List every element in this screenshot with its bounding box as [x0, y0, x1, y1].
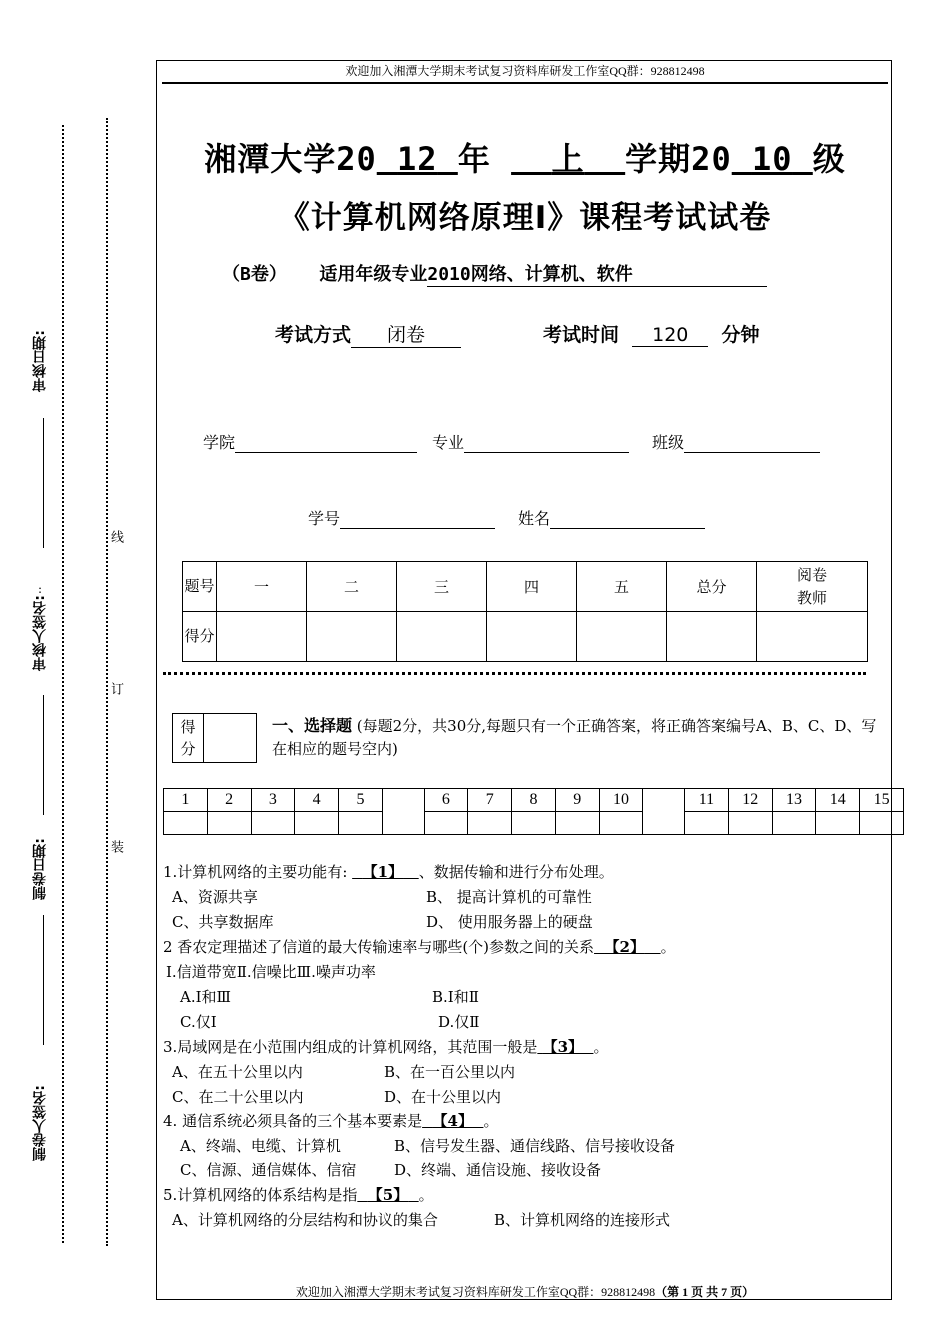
section1-score-label: 得分 [173, 714, 204, 763]
reviewer-sign-colon: : [38, 582, 43, 596]
q3-option-c: C、在二十公里以内 [172, 1088, 304, 1106]
answer-cell[interactable] [207, 812, 251, 835]
footer-text: 欢迎加入湘潭大学期末考试复习资料库研发工作室QQ群：928812498 [295, 1285, 656, 1299]
answer-gap [382, 789, 424, 835]
question-3: 3.局域网是在小范围内组成的计算机网络，其范围一般是 【3】 。 [163, 1038, 609, 1056]
class-field[interactable]: 班级 [652, 430, 820, 453]
applies-value: 2010网络、计算机、软件 [427, 260, 767, 287]
score-cell[interactable] [487, 612, 577, 662]
score-table-score-row [183, 612, 868, 662]
answer-num: 11 [685, 789, 729, 812]
answer-cell[interactable] [599, 812, 643, 835]
binding-mark-line: 线 [108, 530, 123, 543]
answer-cell[interactable] [164, 812, 208, 835]
answer-cell[interactable] [555, 812, 599, 835]
answer-cell[interactable] [816, 812, 860, 835]
answer-num: 15 [860, 789, 904, 812]
exam-mode: 考试方式 闭卷 [275, 320, 461, 348]
binding-mark-zhuang: 装 [108, 840, 123, 853]
name-field[interactable]: 姓名 [518, 506, 705, 529]
score-table-r1: 得分 [183, 612, 217, 662]
question-5: 5.计算机网络的体系结构是指 【5】 。 [163, 1186, 434, 1204]
binding-dotted-line-outer [62, 125, 64, 1243]
answer-grid-blanks [164, 812, 904, 835]
answer-num: 4 [295, 789, 339, 812]
question-2: 2 香农定理描述了信道的最大传输速率与哪些(个)参数之间的关系 【2】 。 [163, 938, 676, 956]
answer-num: 7 [468, 789, 512, 812]
score-table [182, 561, 868, 662]
answer-num: 14 [816, 789, 860, 812]
answer-num: 5 [339, 789, 383, 812]
score-cell[interactable] [397, 612, 487, 662]
q5-option-b: B、计算机网络的连接形式 [494, 1211, 671, 1229]
q3-option-d: D、在十公里以内 [384, 1088, 502, 1106]
score-col-5: 五 [577, 562, 667, 612]
q1-option-b: B、 提高计算机的可靠性 [426, 888, 592, 906]
section-separator [163, 672, 866, 675]
answer-cell[interactable] [512, 812, 556, 835]
q3-option-b: B、在一百公里以内 [384, 1063, 516, 1081]
answer-cell[interactable] [860, 812, 904, 835]
q1-option-a: A、资源共享 [172, 888, 258, 906]
score-col-3: 三 [397, 562, 487, 612]
score-cell[interactable] [217, 612, 307, 662]
score-table-h0: 题号 [183, 562, 217, 612]
reviewer-sign-underline [43, 695, 44, 815]
q2-stem: Ⅰ.信道带宽Ⅱ.信噪比Ⅲ.噪声功率 [166, 963, 376, 981]
answer-num: 3 [251, 789, 295, 812]
q1-option-d: D、 使用服务器上的硬盘 [426, 913, 593, 931]
major-field[interactable]: 专业 [432, 430, 629, 453]
answer-gap [643, 789, 685, 835]
score-col-total: 总分 [667, 562, 757, 612]
section1-desc: (每题2分，共30分,每题只有一个正确答案，将正确答案编号A、B、C、D、写在相应的题号空内) [272, 717, 877, 758]
answer-num: 10 [599, 789, 643, 812]
page-footer [160, 1283, 890, 1300]
answer-num: 6 [424, 789, 468, 812]
q2-option-a: A.Ⅰ和Ⅲ [180, 988, 231, 1006]
question-1: 1.计算机网络的主要功能有: 【1】 、数据传输和进行分布处理。 [163, 863, 614, 881]
student-id-field[interactable]: 学号 [308, 506, 495, 529]
answer-num: 8 [512, 789, 556, 812]
score-table-header-row [183, 562, 868, 612]
page-number: （第 1 页 共 7 页） [655, 1285, 755, 1299]
q2-option-d: D.仅Ⅱ [438, 1013, 480, 1031]
section1-score-box [172, 713, 257, 763]
header-rule [162, 82, 888, 84]
section1-score-cell[interactable] [204, 714, 257, 763]
answer-num: 1 [164, 789, 208, 812]
q4-option-a: A、终端、电缆、计算机 [180, 1137, 341, 1155]
q2-option-c: C.仅Ⅰ [180, 1013, 217, 1031]
answer-num: 13 [772, 789, 816, 812]
answer-cell[interactable] [685, 812, 729, 835]
review-date-underline [43, 418, 44, 548]
question-4: 4. 通信系统必须具备的三个基本要素是 【4】 。 [163, 1112, 499, 1130]
binding-mark-ding: 订 [108, 682, 123, 695]
paper-meta-line: （B卷） 适用年级专业2010网络、计算机、软件 [222, 260, 767, 287]
make-date-label: 制卷日期: [32, 838, 48, 900]
answer-cell[interactable] [339, 812, 383, 835]
score-cell[interactable] [757, 612, 868, 662]
maker-sign-label: 制卷人签名: [32, 1085, 48, 1161]
answer-cell[interactable] [295, 812, 339, 835]
score-cell[interactable] [667, 612, 757, 662]
answer-cell[interactable] [468, 812, 512, 835]
answer-grid-numbers [164, 789, 904, 812]
section1-heading [272, 714, 887, 761]
q1-option-c: C、共享数据库 [172, 913, 274, 931]
exam-title-line2: 《计算机网络原理Ⅰ》课程考试试卷 [278, 200, 772, 236]
answer-cell[interactable] [251, 812, 295, 835]
answer-num: 2 [207, 789, 251, 812]
q3-option-a: A、在五十公里以内 [172, 1063, 303, 1081]
answer-num: 9 [555, 789, 599, 812]
college-field[interactable]: 学院 [203, 430, 417, 453]
score-col-4: 四 [487, 562, 577, 612]
review-date-label: 审核日期: [32, 330, 48, 392]
score-col-grader: 阅卷教师 [757, 562, 868, 612]
q5-option-a: A、计算机网络的分层结构和协议的集合 [172, 1211, 438, 1229]
answer-cell[interactable] [424, 812, 468, 835]
q4-option-d: D、终端、通信设施、接收设备 [394, 1161, 602, 1179]
q4-option-c: C、信源、通信媒体、信宿 [180, 1161, 357, 1179]
make-date-underline [43, 915, 44, 1045]
exam-time: 考试时间 120 分钟 [543, 324, 760, 346]
answer-num: 12 [728, 789, 772, 812]
answer-cell[interactable] [772, 812, 816, 835]
score-cell[interactable] [577, 612, 667, 662]
score-col-1: 一 [217, 562, 307, 612]
page-header: 欢迎加入湘潭大学期末考试复习资料库研发工作室QQ群：928812498 [345, 64, 705, 78]
score-cell[interactable] [307, 612, 397, 662]
section1-title: 一、选择题 [272, 716, 353, 735]
reviewer-sign-label: 审核人签名: [32, 595, 48, 671]
answer-cell[interactable] [728, 812, 772, 835]
score-col-2: 二 [307, 562, 397, 612]
q4-option-b: B、信号发生器、通信线路、信号接收设备 [394, 1137, 676, 1155]
answer-grid [163, 788, 904, 835]
exam-title-line1: 湘潭大学20 12 年 上 学期20 10 级 [204, 140, 846, 178]
q2-option-b: B.Ⅰ和Ⅱ [432, 988, 479, 1006]
